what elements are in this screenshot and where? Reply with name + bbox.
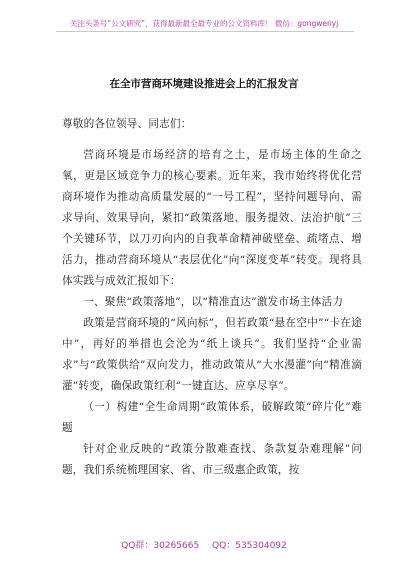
salutation: 尊敬的各位领导、同志们： — [62, 118, 192, 130]
section-heading-1: 一、聚焦“政策落地”，以“精准直达”激发市场主体活力 — [83, 296, 344, 308]
paragraph-intro: 营商环境是市场经济的培育之土，是市场主体的生命之氧，更是区域竞争力的核心要素。近年来，我市始终将优化营商环境作为推动高质量发展的“一号工程”，坚持问题导向、需求导向、效果导向，紧扣“政策落地、服务提效、法治护航”三个关键环节，以刀刃向内的自我革命精神破壁垒、疏堵点、增活力，推动营商环境从“表层优化”向“深度变革”转变。现将具体实践与成效汇报如下： — [62, 149, 362, 287]
header-divider — [56, 31, 354, 32]
contact-footer: QQ群：30265665 QQ：535304092 — [121, 541, 287, 551]
paragraph-section-1: 政策是营商环境的“风向标”，但若政策“悬在空中”“卡在途中”，再好的举措也会沦为“纸上谈兵”。我们坚持“企业需求”与“政策供给”双向发力，推动政策从“大水漫灌”向“精准滴灌”转变，确保政策红利“一键直达、应享尽享”。 — [62, 317, 362, 392]
promo-header: 关注头条号“公文研究”，获得最新最全最专业的公文资料库！ 微信：gongwenyj — [69, 19, 339, 28]
document-title: 在全市营商环境建设推进会上的汇报发言 — [109, 78, 299, 90]
document-body — [62, 114, 362, 481]
subsection-heading-1: （一）构建“全生命周期”政策体系，破解政策“碎片化”难题 — [62, 401, 362, 434]
paragraph-subsection-1: 针对企业反映的“政策分散难查找、条款复杂难理解”问题，我们系统梳理国家、省、市三级惠企政策，按 — [62, 443, 362, 476]
